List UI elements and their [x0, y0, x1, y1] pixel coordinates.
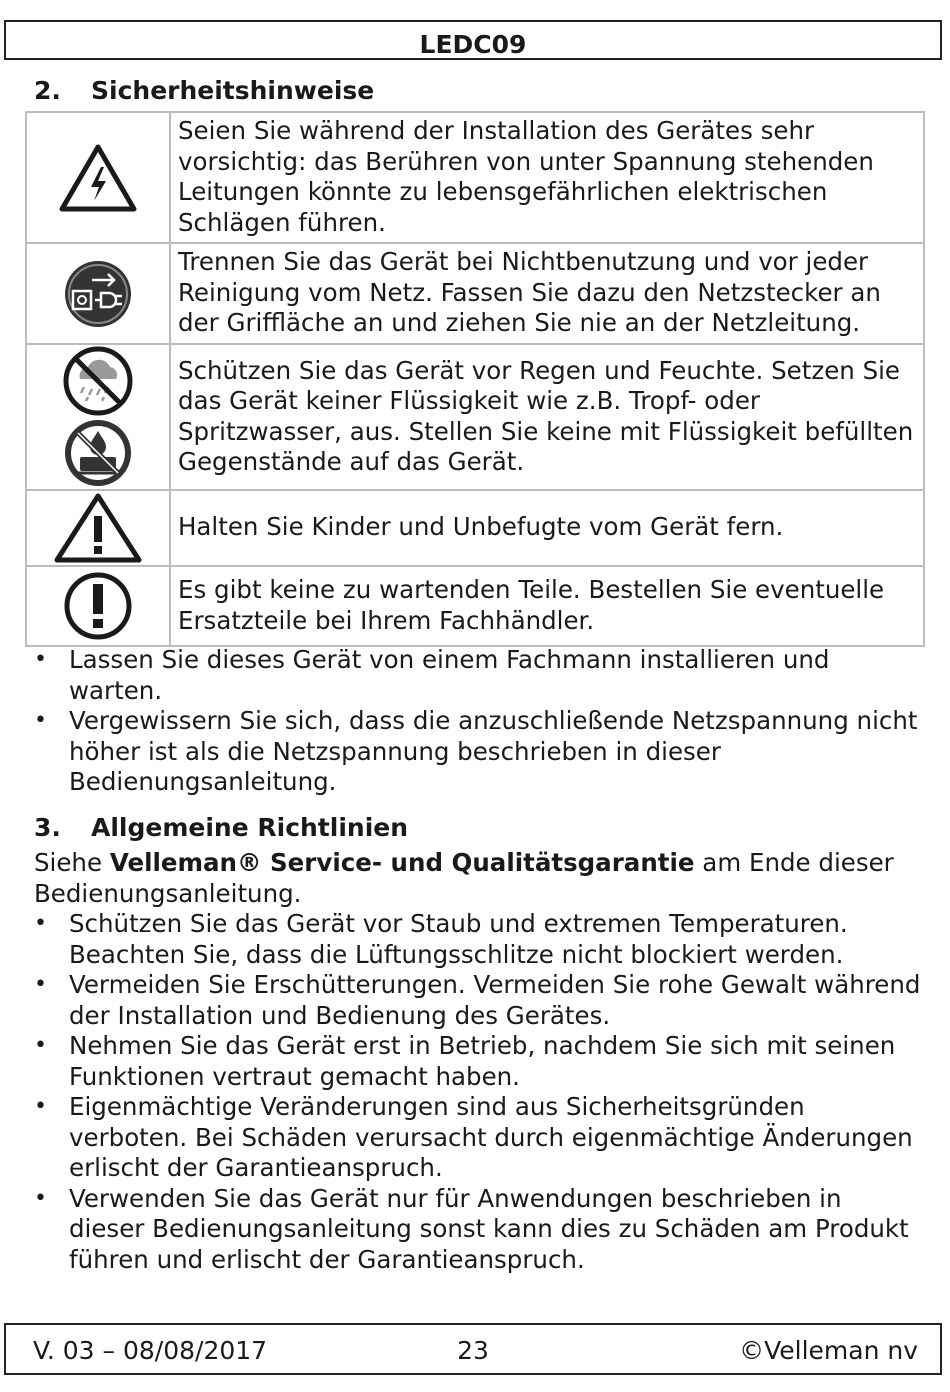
icon-cell: [26, 243, 170, 344]
section-2-heading: [34, 76, 374, 106]
guarantee-reference: Velleman® Service- und Qualitätsgarantie: [109, 848, 695, 877]
list-item: • Vergewissern Sie sich, dass die anzuschließende Netzspannung nicht höher ist als die Netzspannung beschrieben in dieser Bedienungsanleitung.: [34, 706, 924, 798]
safety-text: Es gibt keine zu wartenden Teile. Bestellen Sie eventuelle Ersatzteile bei Ihrem Fachhändler.: [170, 566, 924, 646]
safety-bullet-list: [34, 645, 924, 798]
section-title: Allgemeine Richtlinien: [91, 813, 409, 842]
safety-row: [26, 566, 924, 646]
caution-exclamation-icon: [62, 570, 134, 642]
no-liquid-icon: [62, 417, 134, 489]
high-voltage-warning-icon: [58, 143, 138, 213]
list-item: • Schützen Sie das Gerät vor Staub und extremen Temperaturen. Beachten Sie, dass die Lüftungsschlitze nicht blockiert werden.: [34, 909, 924, 970]
page-number: 23: [457, 1336, 489, 1365]
icon-cell: [26, 112, 170, 243]
safety-text: Trennen Sie das Gerät bei Nichtbenutzung und vor jeder Reinigung vom Netz. Fassen Sie dazu den Netzstecker an der Griffläche an und ziehen Sie nie an der Netzleitung.: [170, 243, 924, 344]
section-number: 2.: [34, 76, 61, 105]
guarantee-intro: [34, 848, 934, 909]
icon-cell: [26, 490, 170, 566]
list-item: • Nehmen Sie das Gerät erst in Betrieb, nachdem Sie sich mit seinen Funktionen vertraut gemacht haben.: [34, 1031, 924, 1092]
page-header: [4, 20, 942, 60]
safety-table: [25, 111, 925, 647]
intro-prefix: Siehe: [34, 848, 110, 877]
copyright: ©Velleman nv: [739, 1336, 918, 1365]
safety-row: [26, 490, 924, 566]
safety-text: Schützen Sie das Gerät vor Regen und Feuchte. Setzen Sie das Gerät keiner Flüssigkeit wie z.B. Tropf- oder Spritzwasser, aus. Stellen Sie keine mit Flüssigkeit befüllten Gegenstände auf das Gerät.: [170, 344, 924, 490]
section-title: Sicherheitshinweise: [91, 76, 375, 105]
disconnect-mains-plug-icon: [62, 258, 134, 330]
page-footer: [4, 1323, 942, 1375]
section-number: 3.: [34, 813, 61, 842]
icon-cell: [26, 344, 170, 490]
list-item: • Lassen Sie dieses Gerät von einem Fachmann installieren und warten.: [34, 645, 924, 706]
general-warning-icon: [53, 492, 143, 564]
safety-row: [26, 243, 924, 344]
guidelines-bullet-list: [34, 909, 924, 1275]
safety-row: [26, 344, 924, 490]
safety-text: Halten Sie Kinder und Unbefugte vom Gerät fern.: [170, 490, 924, 566]
intro-suffix: am Ende dieser Bedienungsanleitung.: [34, 848, 894, 908]
list-item: • Eigenmächtige Veränderungen sind aus Sicherheitsgründen verboten. Bei Schäden verursacht durch eigenmächtige Änderungen erlischt der Garantieanspruch.: [34, 1092, 924, 1184]
no-rain-icon: [62, 345, 134, 417]
icon-cell: [26, 566, 170, 646]
list-item: • Verwenden Sie das Gerät nur für Anwendungen beschrieben in dieser Bedienungsanleitung sonst kann dies zu Schäden am Produkt führen und erlischt der Garantieanspruch.: [34, 1184, 924, 1276]
model-number: LEDC09: [419, 30, 527, 59]
safety-row: [26, 112, 924, 243]
safety-text: Seien Sie während der Installation des Gerätes sehr vorsichtig: das Berühren von unter Spannung stehenden Leitungen könnte zu lebensgefährlichen elektrischen Schlägen führen.: [170, 112, 924, 243]
list-item: • Vermeiden Sie Erschütterungen. Vermeiden Sie rohe Gewalt während der Installation und Bedienung des Gerätes.: [34, 970, 924, 1031]
section-3-heading: [34, 813, 408, 843]
version-date: V. 03 – 08/08/2017: [33, 1336, 268, 1365]
